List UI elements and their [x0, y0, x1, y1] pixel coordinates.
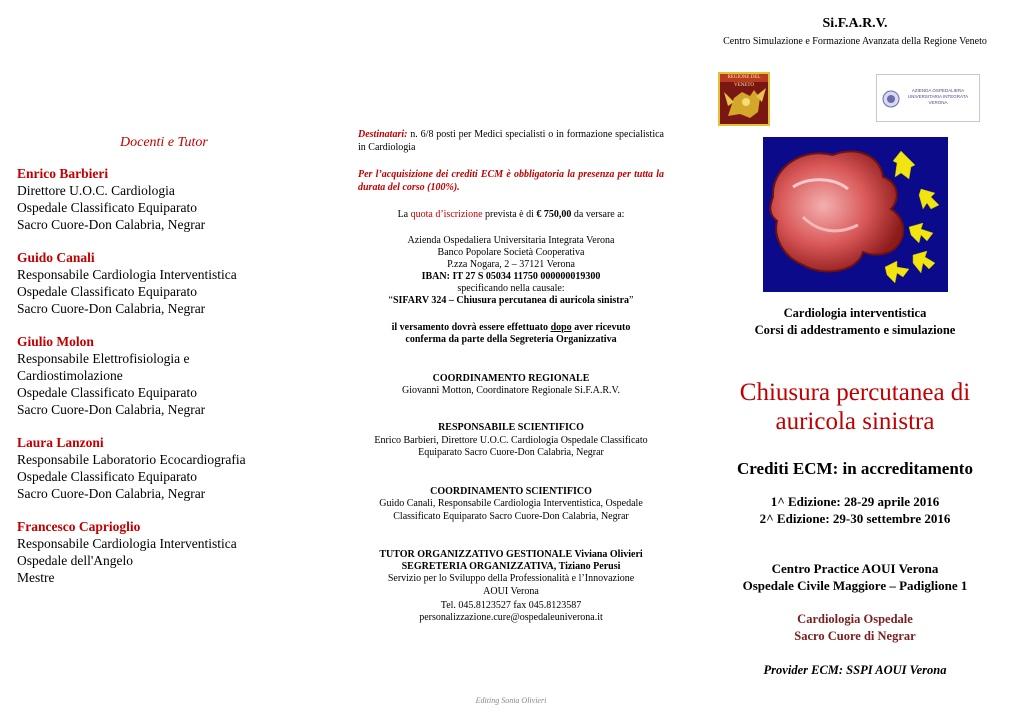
cover-column: [700, 0, 1024, 724]
resp-sci-line-2: Equiparato Sacro Cuore-Don Calabria, Negrar: [418, 447, 604, 458]
tutor-name: Giulio Molon: [17, 334, 94, 349]
tutor-name: Francesco Caprioglio: [17, 519, 141, 534]
contact-line-3: Tel. 045.8123527 fax 045.8123587: [440, 600, 582, 611]
tutor-role-line: Responsabile Laboratorio Ecocardiografia: [17, 452, 246, 467]
bank-line-3: P.zza Nogara, 2 – 37121 Verona: [447, 259, 575, 270]
org-full-name: Centro Simulazione e Formazione Avanzata della Regione Veneto: [723, 36, 987, 47]
destinatari-text: n. 6/8 posti per Medici specialisti o in formazione specialistica in Cardiologia: [358, 129, 664, 153]
versamento-post: aver ricevuto: [571, 322, 631, 333]
quota-post: da versare a:: [571, 209, 625, 220]
tutor-organizzativo: TUTOR ORGANIZZATIVO GESTIONALE Viviana Olivieri: [379, 549, 643, 560]
veneto-logo-band: REGIONE DEL VENETO: [720, 74, 768, 82]
provider-ecm: Provider ECM: SSPI AOUI Verona: [763, 663, 947, 677]
tutor-role-line: Cardiostimolazione: [17, 368, 123, 383]
quota-amount: € 750,00: [536, 209, 572, 220]
tutor-name: Laura Lanzoni: [17, 435, 104, 450]
versamento-line-2: conferma da parte della Segreteria Organizzativa: [405, 334, 617, 345]
segreteria: SEGRETERIA ORGANIZZATIVA, Tiziano Perusi: [401, 561, 621, 572]
coord-sci-title: COORDINAMENTO SCIENTIFICO: [430, 486, 592, 497]
contact-email[interactable]: personalizzazione.cure@ospedaleuniverona.it: [419, 612, 603, 623]
edition-1: 1^ Edizione: 28-29 aprile 2016: [770, 494, 940, 509]
tutor-role-line: Direttore U.O.C. Cardiologia: [17, 183, 175, 198]
heart-illustration: [763, 137, 948, 292]
coord-reg-text: Giovanni Motton, Coordinatore Regionale Si.F.A.R.V.: [402, 385, 620, 396]
tutor-role-line: Ospedale Classificato Equiparato: [17, 200, 197, 215]
tutor-column: [17, 0, 317, 724]
course-title-2: auricola sinistra: [775, 408, 935, 435]
editing-footer: Editing Sonia Olivieri: [475, 696, 547, 705]
tutor-role-line: Responsabile Elettrofisiologia e: [17, 351, 190, 366]
versamento-line-1: [358, 322, 664, 335]
coord-sci-line-2: Classificato Equiparato Sacro Cuore-Don Calabria, Negrar: [393, 511, 629, 522]
coord-reg-title: COORDINAMENTO REGIONALE: [432, 373, 590, 384]
tutor-role-line: Ospedale dell'Angelo: [17, 553, 134, 568]
destinatari-label: Destinatari:: [358, 129, 408, 140]
info-column: [358, 0, 664, 724]
contact-line-2: AOUI Verona: [483, 586, 539, 597]
versamento-pre: il versamento dovrà essere effettuato: [391, 322, 551, 333]
causale-close-quote: ”: [629, 295, 634, 306]
org-name: Si.F.A.R.V.: [822, 16, 888, 31]
edition-2: 2^ Edizione: 29-30 settembre 2016: [759, 511, 951, 526]
tutor-role-line: Sacro Cuore-Don Calabria, Negrar: [17, 486, 206, 501]
tutor-name: Enrico Barbieri: [17, 166, 109, 181]
quota-pre: La: [397, 209, 411, 220]
lion-emblem: [720, 82, 768, 124]
subtitle-2: Corsi di addestramento e simulazione: [754, 323, 956, 337]
bank-line-2: Banco Popolare Società Cooperativa: [437, 247, 585, 258]
ecm-note: Per l’acquisizione dei crediti ECM è obbligatoria la presenza per tutta la durata del corso (100%).: [358, 169, 664, 193]
quota-line: [358, 209, 664, 222]
versamento-underlined: dopo: [550, 322, 572, 333]
tutor-entry: [17, 434, 317, 502]
tutor-role-line: Responsabile Cardiologia Interventistica: [17, 267, 237, 282]
crediti-ecm: Crediti ECM: in accreditamento: [737, 459, 973, 478]
causale-open-quote: “: [388, 295, 393, 306]
contact-line-1: Servizio per lo Sviluppo della Professionalità e l’Innovazione: [387, 573, 635, 584]
venue-2: Ospedale Civile Maggiore – Padiglione 1: [742, 578, 968, 593]
tutor-entry: [17, 518, 317, 586]
tutor-role-line: Sacro Cuore-Don Calabria, Negrar: [17, 301, 206, 316]
causale-line: [358, 295, 664, 308]
resp-sci-title: RESPONSABILE SCIENTIFICO: [438, 422, 584, 433]
cardio-1: Cardiologia Ospedale: [797, 612, 913, 626]
tutor-role-line: Ospedale Classificato Equiparato: [17, 469, 197, 484]
tutor-name: Guido Canali: [17, 250, 95, 265]
tutor-entry: [17, 249, 317, 317]
destinatari-paragraph: [358, 129, 664, 154]
heart-illustration-svg: [763, 137, 948, 292]
iban: IBAN: IT 27 S 05034 11750 000000019300: [421, 271, 601, 282]
hospital-seal-emblem: [881, 89, 901, 109]
tutor-entry: [17, 165, 317, 233]
venue-1: Centro Practice AOUI Verona: [771, 561, 939, 576]
tutor-role-line: Sacro Cuore-Don Calabria, Negrar: [17, 217, 206, 232]
lion-of-st-mark-icon: [718, 72, 770, 126]
tutor-role-line: Mestre: [17, 570, 55, 585]
hospital-logo-text: AZIENDA OSPEDALIERA UNIVERSITARIA INTEGRATA VERONA: [907, 88, 969, 105]
tutor-role-line: Responsabile Cardiologia Interventistica: [17, 536, 237, 551]
hospital-seal-icon: [876, 74, 980, 122]
cardio-2: Sacro Cuore di Negrar: [794, 629, 916, 643]
tutor-role-line: Ospedale Classificato Equiparato: [17, 284, 197, 299]
resp-sci-line-1: Enrico Barbieri, Direttore U.O.C. Cardiologia Ospedale Classificato: [374, 435, 648, 446]
bank-line-1: Azienda Ospedaliera Universitaria Integrata Verona: [407, 235, 615, 246]
causale-label: specificando nella causale:: [457, 283, 565, 294]
tutor-role-line: Sacro Cuore-Don Calabria, Negrar: [17, 402, 206, 417]
quota-mid: prevista è di: [482, 209, 537, 220]
course-title-1: Chiusura percutanea di: [739, 379, 971, 406]
causale-text: SIFARV 324 – Chiusura percutanea di auricola sinistra: [392, 295, 630, 306]
docenti-title: Docenti e Tutor: [120, 135, 208, 150]
coord-sci-line-1: Guido Canali, Responsabile Cardiologia Interventistica, Ospedale: [379, 498, 643, 509]
quota-label: quota d’iscrizione: [410, 209, 483, 220]
subtitle-1: Cardiologia interventistica: [783, 306, 927, 320]
tutor-role-line: Ospedale Classificato Equiparato: [17, 385, 197, 400]
tutor-entry: [17, 333, 317, 418]
